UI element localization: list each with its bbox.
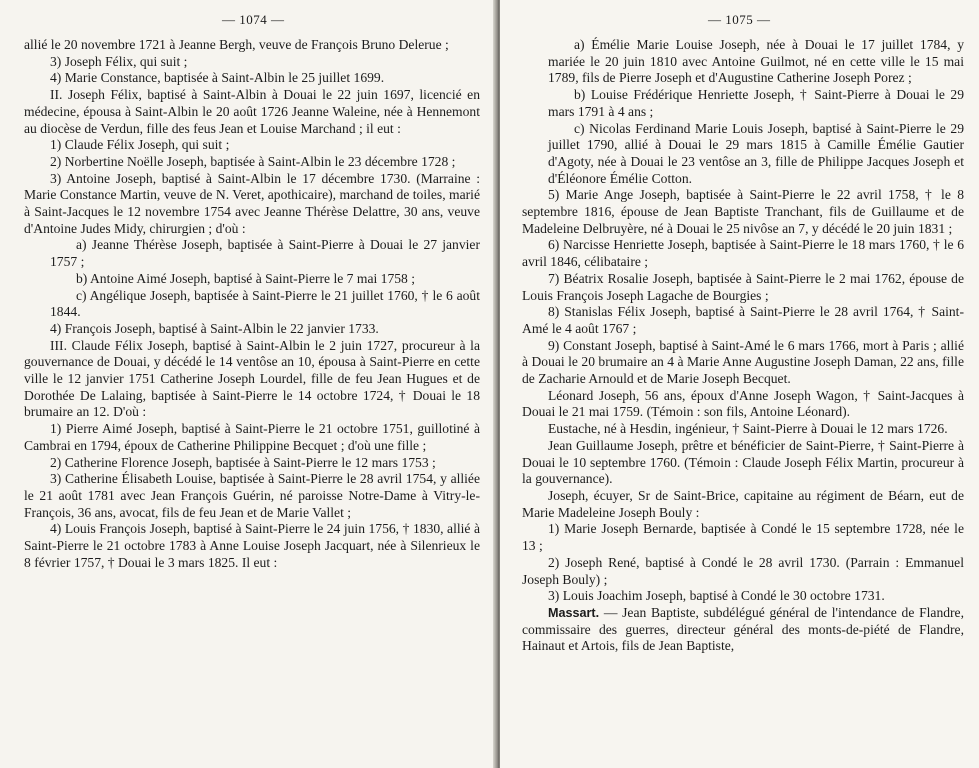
page-number: — 1074 — (222, 12, 285, 27)
page-text (24, 37, 480, 572)
paragraph: 1) Claude Félix Joseph, qui suit ; (50, 137, 230, 153)
paragraph: Eustache, né à Hesdin, ingénieur, † Saint-Pierre à Douai le 12 mars 1726. (548, 421, 948, 437)
paragraph: 3) Joseph Félix, qui suit ; (50, 53, 188, 69)
paragraph: 9) Constant Joseph, baptisé à Saint-Amé le 6 mars 1766, mort à Paris ; allié à Douai le 20 brumaire an 4 à Marie Anne Augustine Joseph Daman, 22 ans, fille de Zacharie Arnould et de Marie Joseph Becquet. (522, 337, 964, 387)
entry-heading: Massart. (548, 605, 600, 620)
paragraph: 1) Pierre Aimé Joseph, baptisé à Saint-Pierre le 21 octobre 1751, guillotiné à Cambrai en 1794, époux de Catherine Philippine Becquet ; d'où une fille ; (24, 421, 480, 453)
paragraph: 4) Marie Constance, baptisée à Saint-Albin le 25 juillet 1699. (50, 70, 385, 86)
paragraph: 6) Narcisse Henriette Joseph, baptisée à Saint-Pierre le 18 mars 1760, † le 6 avril 1846, célibataire ; (522, 237, 964, 270)
paragraph: 3) Louis Joachim Joseph, baptisé à Condé le 30 octobre 1731. (548, 588, 885, 604)
paragraph: 8) Stanislas Félix Joseph, baptisé à Saint-Pierre le 28 avril 1764, † Saint-Amé le 4 août 1767 ; (522, 304, 964, 336)
paragraph: Joseph, écuyer, Sr de Saint-Brice, capitaine au régiment de Béarn, eut de Marie Madeleine Joseph Bouly : (522, 487, 964, 520)
paragraph: c) Nicolas Ferdinand Marie Louis Joseph, baptisé à Saint-Pierre le 29 juillet 1790, allié à Douai le 29 mars 1815 à Camille Émélie Gautier d'Agoty, née à Douai le 23 ventôse an 3, fille de Philippe Jacques Joseph et d'Éléonore Émélie Cotton. (548, 120, 964, 186)
paragraph: 4) Louis François Joseph, baptisé à Saint-Pierre le 24 juin 1756, † 1830, allié à Saint-Pierre le 21 octobre 1783 à Anne Louise Joseph Jacquart, née à Silenrieux le 8 février 1757, † Douai le 3 mars 1825. Il eut : (24, 521, 480, 570)
paragraph: a) Jeanne Thérèse Joseph, baptisée à Saint-Pierre à Douai le 27 janvier 1757 ; (50, 237, 480, 270)
paragraph: 3) Catherine Élisabeth Louise, baptisée à Saint-Pierre le 28 avril 1754, y alliée le 21 août 1781 avec Jean François Guérin, né paroisse Notre-Dame à Vitry-le-François, 36 ans, avocat, fils de feu Jean et de Marie Vallet ; (24, 471, 480, 520)
paragraph: c) Angélique Joseph, baptisée à Saint-Pierre le 21 juillet 1760, † le 6 août 1844. (50, 287, 480, 320)
page-text (522, 37, 964, 655)
paragraph: b) Louise Frédérique Henriette Joseph, † Saint-Pierre à Douai le 29 mars 1791 à 4 ans ; (548, 87, 964, 119)
paragraph: b) Antoine Aimé Joseph, baptisé à Saint-Pierre le 7 mai 1758 ; (76, 270, 416, 286)
paragraph: 7) Béatrix Rosalie Joseph, baptisée à Saint-Pierre le 2 mai 1762, épouse de Louis François Joseph Lagache de Bourgies ; (522, 270, 964, 303)
right-page (500, 0, 979, 768)
paragraph: a) Émélie Marie Louise Joseph, née à Douai le 17 juillet 1784, y mariée le 20 juin 1810 avec Antoine Guilmot, né en cette ville le 15 mai 1789, fils de Pierre Joseph et d'Augustine Catherine Joseph Porez ; (548, 37, 964, 86)
massart-entry (522, 605, 964, 655)
paragraph: 3) Antoine Joseph, baptisé à Saint-Albin le 17 décembre 1730. (Marraine : Marie Constance Martin, veuve de N. Veret, apothicaire), marchand de toiles, marié à Saint-Jacques le 12 novembre 1754 avec Jeanne Thérèse Delattre, 30 ans, veuve d'Antoine Judes Midy, chirurgien ; d'où : (24, 170, 480, 236)
paragraph: 5) Marie Ange Joseph, baptisée à Saint-Pierre le 22 avril 1758, † le 8 septembre 1816, épouse de Jean Baptiste Tranchant, fils de Guillaume et de Madeleine Delbruyère, né à Douai le 25 nivôse an 7, y décédé le 20 juin 1831 ; (522, 187, 964, 236)
paragraph: III. Claude Félix Joseph, baptisé à Saint-Albin le 2 juin 1727, procureur à la gouvernance de Douai, y décédé le 14 ventôse an 10, épousa à Saint-Pierre en cette ville le 12 janvier 1751 Catherine Joseph Lourdel, fille de feu Jean Hugues et de Dorothée De Lalaing, baptisée à Saint-Pierre le 14 octobre 1724, † Douai le 18 brumaire an 12. D'où : (24, 337, 480, 420)
paragraph: Jean Guillaume Joseph, prêtre et bénéficier de Saint-Pierre, † Saint-Pierre à Douai le 10 septembre 1760. (Témoin : Claude Joseph Félix Martin, procureur à la gouvernance). (522, 437, 964, 487)
paragraph: 4) François Joseph, baptisé à Saint-Albin le 22 janvier 1733. (50, 320, 379, 336)
page-number: — 1075 — (708, 12, 771, 27)
paragraph: allié le 20 novembre 1721 à Jeanne Bergh, veuve de François Bruno Delerue ; (24, 37, 449, 52)
entry-text: — Jean Baptiste, subdélégué général de l'intendance de Flandre, commissaire des guerres, directeur général des monts-de-piété de Flandre, Hainaut et Artois, fils de Jean Baptiste, (522, 604, 964, 654)
paragraph: Léonard Joseph, 56 ans, époux d'Anne Joseph Wagon, † Saint-Jacques à Douai le 21 mai 1759. (Témoin : son fils, Antoine Léonard). (522, 387, 964, 420)
paragraph: II. Joseph Félix, baptisé à Saint-Albin à Douai le 22 juin 1697, licencié en médecine, épousa à Saint-Albin le 20 août 1726 Jeanne Waleine, née à Hennemont au diocèse de Verdun, fille des feus Jean et Louise Marchand ; il eut : (24, 87, 480, 136)
paragraph: 2) Norbertine Noëlle Joseph, baptisée à Saint-Albin le 23 décembre 1728 ; (50, 153, 456, 169)
paragraph: 2) Catherine Florence Joseph, baptisée à Saint-Pierre le 12 mars 1753 ; (50, 454, 436, 470)
paragraph: 2) Joseph René, baptisé à Condé le 28 avril 1730. (Parrain : Emmanuel Joseph Bouly) ; (522, 554, 964, 587)
paragraph: 1) Marie Joseph Bernarde, baptisée à Condé le 15 septembre 1728, née le 13 ; (522, 521, 964, 554)
